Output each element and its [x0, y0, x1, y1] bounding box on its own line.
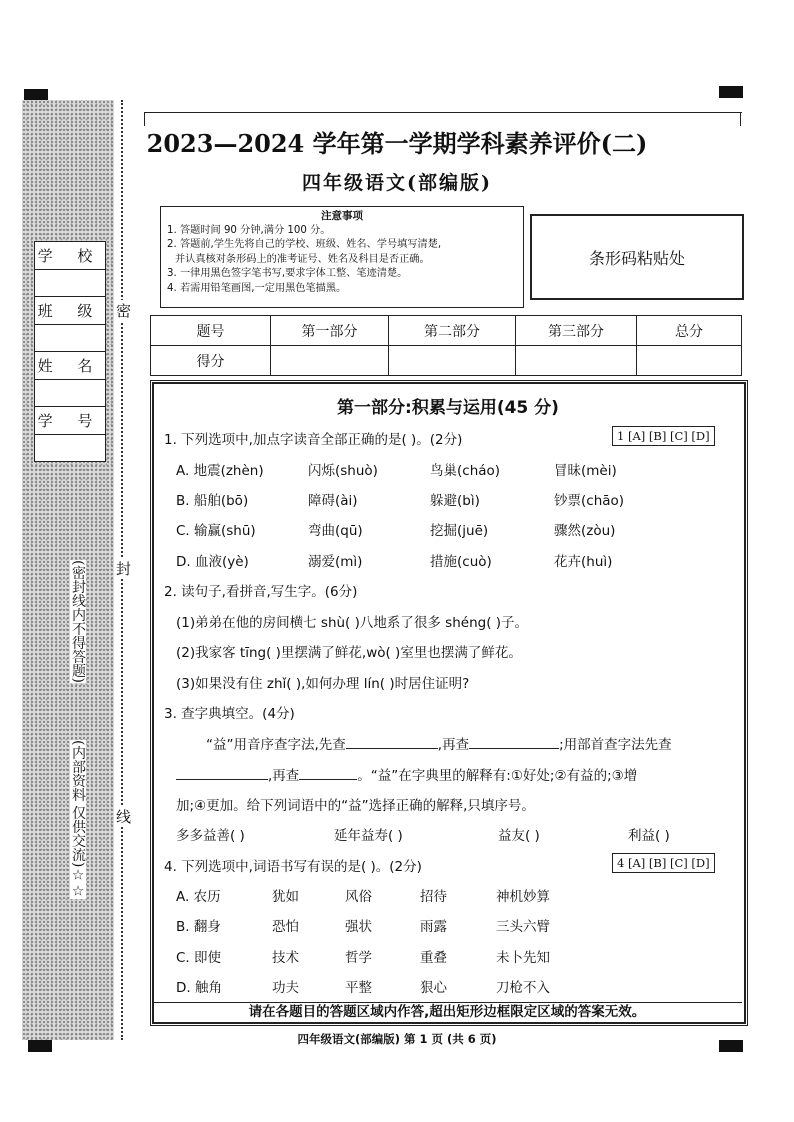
name-label: 姓 名 [35, 352, 106, 380]
question-3-stem: 3. 查字典填空。(4分) [164, 706, 295, 722]
registration-mark-top-right [719, 86, 743, 98]
student-number-label: 学 号 [35, 407, 106, 435]
q3-blank[interactable] [469, 736, 559, 749]
score-cell[interactable] [271, 346, 389, 376]
q1-option: 闪烁(shuò) [308, 463, 378, 479]
q1-option: 花卉(huì) [554, 554, 613, 570]
q1-option: B. 船舶(bō) [176, 493, 249, 509]
q3-paragraph-line-1 [206, 733, 672, 753]
score-header: 题号 [151, 316, 271, 346]
exam-title: 2023—2024 学年第一学期学科素养评价(二) [146, 129, 648, 158]
q1-option: 障碍(ài) [308, 493, 358, 509]
q3-paragraph-line-2 [176, 764, 637, 784]
q3-text: 。“益”在字典里的解释有:①好处;②有益的;③增 [357, 768, 638, 784]
q1-option: 弯曲(qū) [308, 523, 363, 539]
q4-option: 哲学 [345, 950, 372, 966]
q4-option: 刀枪不入 [496, 980, 550, 996]
q3-blank[interactable] [176, 767, 268, 780]
q4-option: A. 农历 [176, 889, 221, 905]
q4-option: 三头六臂 [496, 919, 550, 935]
q3-item[interactable]: 益友( ) [498, 828, 540, 844]
notice-title: 注意事项 [321, 210, 363, 222]
score-cell[interactable] [637, 346, 742, 376]
name-field[interactable] [35, 380, 106, 407]
score-header: 第三部分 [516, 316, 637, 346]
q1-option: D. 血液(yè) [176, 554, 249, 570]
q3-text: “益”用音序查字法,先查 [206, 737, 346, 753]
internal-material-note: (内部资料 仅供交流)☆☆ [70, 740, 86, 900]
score-header: 第一部分 [271, 316, 389, 346]
q4-option: 强状 [345, 919, 372, 935]
notice-line: 2. 答题前,学生先将自己的学校、班级、姓名、学号填写清楚, [167, 239, 442, 250]
q1-option: 挖掘(juē) [430, 523, 489, 539]
student-id-table [34, 241, 106, 462]
q1-option: 躲避(bì) [430, 493, 480, 509]
q4-option: 雨露 [420, 919, 447, 935]
q4-option: 未卜先知 [496, 950, 550, 966]
q4-option: C. 即使 [176, 950, 222, 966]
notice-line: 并认真核对条形码上的准考证号、姓名及科目是否正确。 [175, 253, 430, 265]
q1-option: 钞票(chāo) [554, 493, 625, 509]
q1-option: 鸟巢(cháo) [430, 463, 501, 479]
q4-option: 平整 [345, 980, 372, 996]
q4-option: 风俗 [345, 889, 372, 905]
q3-item[interactable]: 利益( ) [628, 828, 670, 844]
q1-option: 措施(cuò) [430, 554, 492, 570]
q4-option: 技术 [272, 950, 299, 966]
class-label: 班 级 [35, 297, 106, 325]
seal-line-note: (密封线内不得答题) [70, 560, 86, 683]
notice-line: 3. 一律用黑色签字笔书写,要求字体工整、笔迹清楚。 [167, 268, 408, 279]
section-title: 第一部分:积累与运用(45 分) [337, 398, 559, 418]
q3-blank[interactable] [346, 736, 438, 749]
seal-char-mi: 密 [116, 302, 132, 320]
score-row-label: 得分 [151, 346, 271, 376]
q4-option: 重叠 [420, 950, 447, 966]
school-field[interactable] [35, 270, 106, 297]
q3-item[interactable]: 多多益善( ) [176, 828, 245, 844]
q3-text: ,再查 [268, 768, 300, 784]
seal-char-feng: 封 [116, 560, 132, 578]
q4-option: D. 触角 [176, 980, 222, 996]
q3-item[interactable]: 延年益寿( ) [334, 828, 403, 844]
q4-option: 狠心 [420, 980, 447, 996]
q1-option: 冒昧(mèi) [554, 463, 617, 479]
q1-option: 骤然(zòu) [554, 523, 616, 539]
score-header: 总分 [637, 316, 742, 346]
q1-option: 溺爱(mì) [308, 554, 363, 570]
question-2-stem: 2. 读句子,看拼音,写生字。(6分) [164, 584, 358, 600]
q3-text: ;用部首查字法先查 [559, 737, 672, 753]
q4-option: 恐怕 [272, 919, 299, 935]
notice-line: 1. 答题时间 90 分钟,满分 100 分。 [167, 224, 331, 236]
notice-box [160, 206, 524, 308]
score-table [150, 315, 742, 376]
student-number-field[interactable] [35, 435, 106, 462]
q4-option: 功夫 [272, 980, 299, 996]
score-header: 第二部分 [389, 316, 516, 346]
question-4-stem: 4. 下列选项中,词语书写有误的是( )。(2分) [164, 859, 422, 875]
q4-option: B. 翻身 [176, 919, 221, 935]
class-field[interactable] [35, 325, 106, 352]
question-1-answer-box[interactable]: 1 [A] [B] [C] [D] [612, 426, 715, 446]
q3-text: ,再查 [437, 737, 470, 753]
q2-line[interactable]: (2)我家客 tīng( )里摆满了鲜花,wò( )室里也摆满了鲜花。 [176, 645, 522, 661]
answer-area-warning: 请在各题目的答题区域内作答,超出矩形边框限定区域的答案无效。 [152, 1002, 742, 1021]
school-label: 学 校 [35, 242, 106, 270]
q1-option: C. 输赢(shū) [176, 523, 256, 539]
q4-option: 神机妙算 [496, 889, 550, 905]
q3-paragraph-line-3: 加;④更加。给下列词语中的“益”选择正确的解释,只填序号。 [176, 798, 535, 814]
q2-line[interactable]: (3)如果没有住 zhǐ( ),如何办理 lín( )时居住证明? [176, 676, 470, 692]
exam-subtitle: 四年级语文(部编版) [302, 172, 492, 194]
q4-option: 犹如 [272, 889, 299, 905]
question-1-stem: 1. 下列选项中,加点字读音全部正确的是( )。(2分) [164, 432, 463, 448]
q1-option: A. 地震(zhèn) [176, 463, 264, 479]
score-cell[interactable] [516, 346, 637, 376]
q3-blank[interactable] [299, 767, 357, 780]
page-footer: 四年级语文(部编版) 第 1 页 (共 6 页) [297, 1032, 497, 1046]
notice-line: 4. 若需用铅笔画图,一定用黑色笔描黑。 [167, 282, 347, 294]
q4-option: 招待 [420, 889, 447, 905]
header-rule [144, 112, 742, 113]
question-4-answer-box[interactable]: 4 [A] [B] [C] [D] [612, 853, 715, 873]
q2-line[interactable]: (1)弟弟在他的房间横七 shù( )八地系了很多 shéng( )子。 [176, 615, 529, 631]
barcode-area: 条形码粘贴处 [530, 214, 744, 300]
seal-char-xian: 线 [116, 808, 132, 826]
score-cell[interactable] [389, 346, 516, 376]
